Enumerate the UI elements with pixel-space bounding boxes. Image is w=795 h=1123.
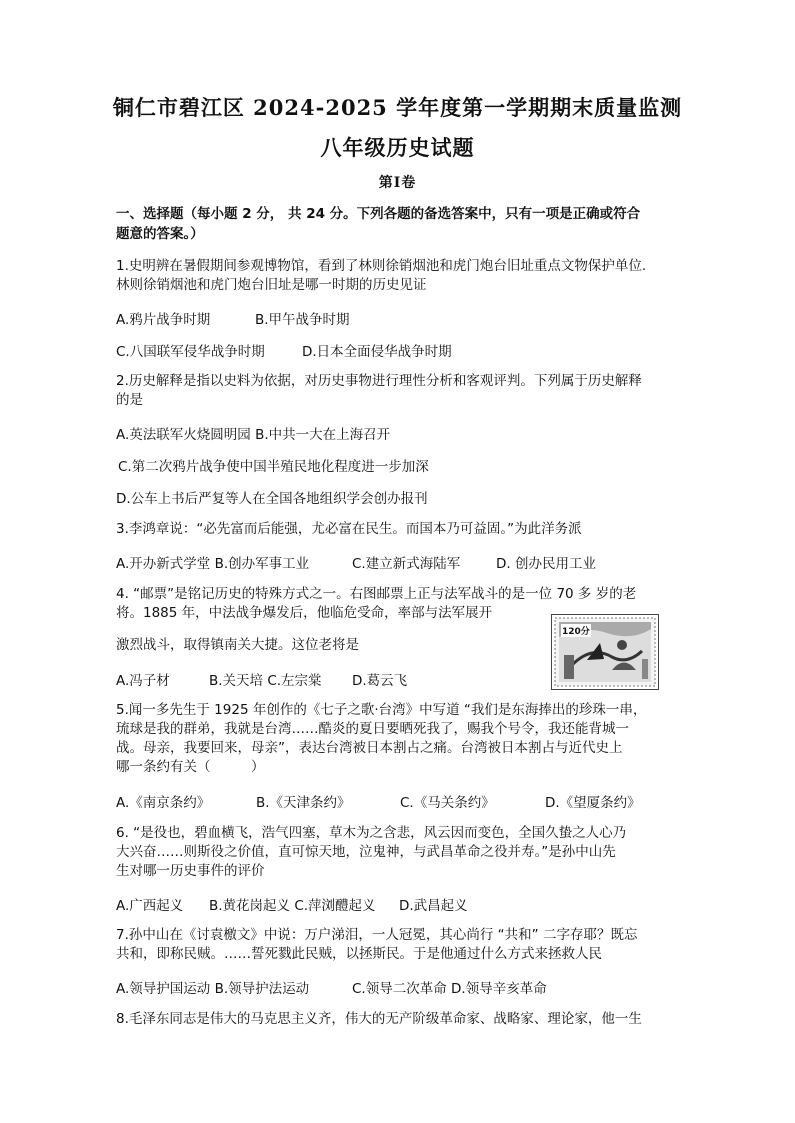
- q1-stem-line1: 1.史明辨在暑假期间参观博物馆，看到了林则徐销烟池和虎门炮台旧址重点文物保护单位.: [116, 258, 647, 274]
- q4-options-bc: B.关天培 C.左宗棠: [209, 673, 322, 689]
- exam-subtitle: 八年级历史试题: [320, 135, 475, 160]
- q6-option-d: D.武昌起义: [399, 898, 468, 914]
- q2-option-d: D.公车上书后严复等人在全国各地组织学会创办报刊: [116, 491, 428, 507]
- q5-stem-line1: 5.闻一多先生于 1925 年创作的《七子之歌·台湾》中写道 “我们是东海捧出的珍珠一串，: [116, 702, 647, 718]
- q3-options-ab: A.开办新式学堂 B.创办军事工业: [116, 556, 310, 572]
- section-heading-line2: 题意的答案。）: [116, 226, 204, 242]
- q7-options-ab: A.领导护国运动 B.领导护法运动: [116, 981, 310, 997]
- q6-stem-line3: 生对哪一历史事件的评价: [116, 863, 265, 879]
- q4-stem-line2: 将。1885 年，中法战争爆发后，他临危受命，率部与法军展开: [116, 605, 493, 621]
- q3-stem: 3.李鸿章说：“必先富而后能强，尤必富在民生。而国本乃可益固。”为此洋务派: [116, 521, 582, 537]
- stamp-denomination: 120分: [561, 624, 591, 637]
- q3-option-c: C.建立新式海陆军: [352, 556, 461, 572]
- q5-option-b: B.《天津条约》: [256, 795, 351, 811]
- section-heading-line1: 一、选择题（每小题 2 分， 共 24 分。下列各题的备选答案中，只有一项是正确或符合: [116, 206, 641, 222]
- q1-option-a: A.鸦片战争时期: [116, 312, 211, 328]
- volume-label: 第Ⅰ卷: [378, 175, 417, 191]
- q1-option-c: C.八国联军侵华战争时期: [116, 344, 265, 360]
- q4-option-d: D.葛云飞: [352, 673, 408, 689]
- stamp-image: [551, 614, 659, 690]
- q5-stem-line3: 战。母亲，我要回来，母亲”，表达台湾被日本割占之痛。台湾被日本割占与近代史上: [116, 740, 623, 756]
- q5-stem-line2: 琉球是我的群弟，我就是台湾……酷炎的夏日要晒死我了，赐我个号令，我还能背城一: [116, 721, 629, 737]
- q4-option-a: A.冯子材: [116, 673, 170, 689]
- q6-stem-line2: 大兴奋……则斯役之价值，直可惊天地，泣鬼神，与武昌革命之役并寿。”是孙中山先: [116, 844, 616, 860]
- q3-option-d: D. 创办民用工业: [496, 556, 596, 572]
- q1-option-d: D.日本全面侵华战争时期: [302, 344, 452, 360]
- q5-option-a: A.《南京条约》: [116, 795, 211, 811]
- q6-option-a: A.广西起义: [116, 898, 184, 914]
- q2-option-c: C.第二次鸦片战争使中国半殖民地化程度进一步加深: [118, 459, 429, 475]
- q7-stem-line2: 共和，即称民贼。……誓死戮此民贼，以拯斯民。于是他通过什么方式来拯救人民: [116, 946, 602, 962]
- q5-stem-line4: 哪一条约有关（ ）: [116, 759, 265, 775]
- q6-options-bc: B.黄花岗起义 C.萍浏醴起义: [209, 898, 376, 914]
- q2-stem-line1: 2.历史解释是指以史料为依据，对历史事物进行理性分析和客观评判。下列属于历史解释: [116, 373, 642, 389]
- q5-option-c: C.《马关条约》: [400, 795, 495, 811]
- q1-option-b: B.甲午战争时期: [255, 312, 350, 328]
- q7-options-cd: C.领导二次革命 D.领导辛亥革命: [352, 981, 547, 997]
- q2-options-ab: A.英法联军火烧圆明园 B.中共一大在上海召开: [116, 427, 391, 443]
- q2-stem-line2: 的是: [116, 392, 143, 408]
- q5-option-d: D.《望厦条约》: [545, 795, 641, 811]
- exam-title: 铜仁市碧江区 2024-2025 学年度第一学期期末质量监测: [112, 95, 683, 120]
- q6-stem-line1: 6. “是役也，碧血横飞，浩气四塞，草木为之含悲，风云因而变色，全国久蛰之人心乃: [116, 825, 627, 841]
- q4-stem-line1: 4. “邮票”是铭记历史的特殊方式之一。右图邮票上正与法军战斗的是一位 70 多 岁的老: [116, 586, 637, 602]
- q8-stem: 8.毛泽东同志是伟大的马克思主义齐，伟大的无产阶级革命家、战略家、理论家，他一生: [116, 1011, 642, 1027]
- q1-stem-line2: 林则徐销烟池和虎门炮台旧址是哪一时期的历史见证: [116, 277, 427, 293]
- q7-stem-line1: 7.孙中山在《讨袁檄文》中说：万户涕泪，一人冠冕，其心尚行 “共和” 二字存耶？既忘: [116, 927, 638, 943]
- q4-stem-line3: 激烈战斗，取得镇南关大捷。这位老将是: [116, 637, 359, 653]
